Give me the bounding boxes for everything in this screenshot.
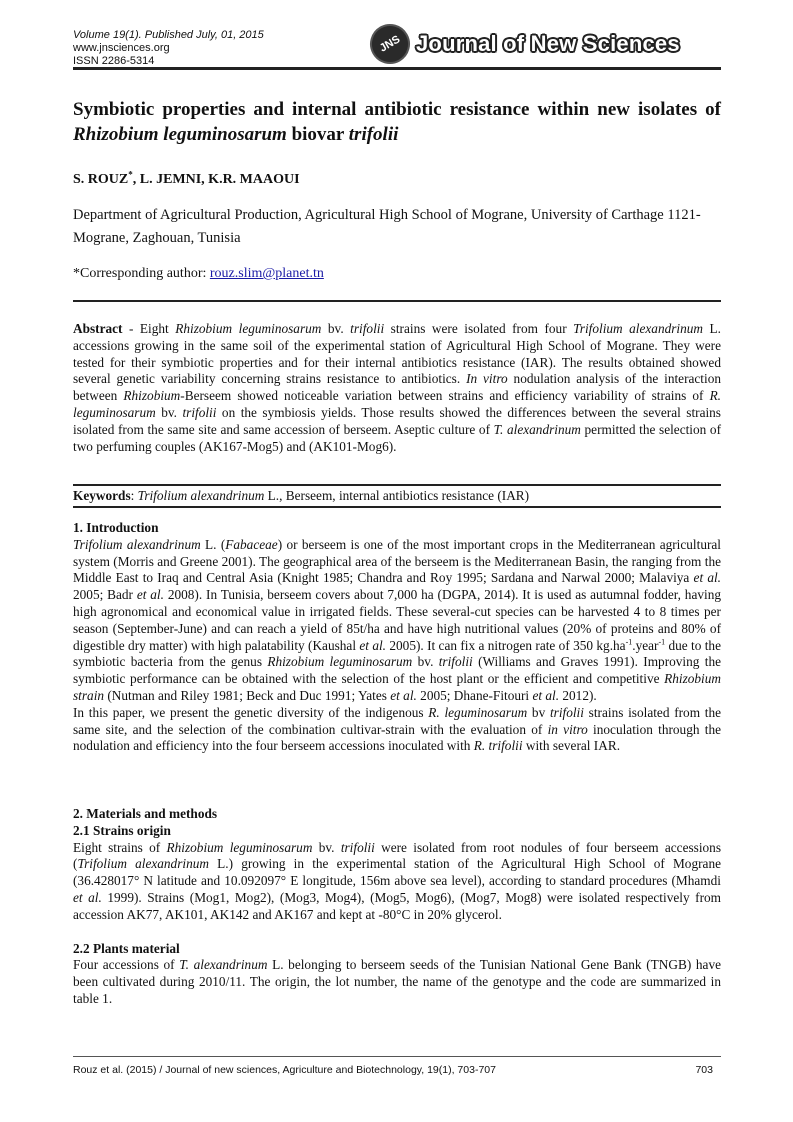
section-heading: 2. Materials and methods	[73, 806, 218, 821]
footer-rule	[73, 1056, 721, 1057]
volume-info: Volume 19(1). Published July, 01, 2015	[73, 29, 264, 41]
paragraph: Eight strains of Rhizobium leguminosarum bv. trifolii were isolated from root nodules of four berseem accessions (Trifolium alexandrinum L.) growing in the experimental station of the Agricultural High School of Mograne (36.428017° N latitude and 10.092097° E longitude, 156m above sea level), according to standard procedures (Mhamdi et al. 1999). Strains (Mog1, Mog2), (Mog3, Mog4), (Mog5, Mog6), (Mog7, Mog8) were isolated respectively from accession AK77, AK101, AK142 and AK167 and kept at -80°C in 20% glycerol.	[73, 839, 721, 922]
keywords-top-rule	[73, 484, 721, 486]
header-rule	[73, 67, 721, 70]
paper-title: Symbiotic properties and internal antibiotic resistance within new isolates of Rhizobium leguminosarum biovar trifolii	[73, 99, 721, 145]
affiliation: Department of Agricultural Production, Agricultural High School of Mograne, University of Carthage 1121- Mograne, Zaghouan, Tunisia	[73, 207, 701, 246]
issn: ISSN 2286-5314	[73, 55, 155, 67]
abstract: Abstract - Eight Rhizobium leguminosarum bv. trifolii strains were isolated from four Trifolium alexandrinum L. accessions growing in the same soil of the experimental station of Agricultural High School of Mograne. They were tested for their symbiotic properties and for their internal antibiotics resistance (IAR). The results obtained showed several genetic variability concerning strains resistance to antibiotics. In vitro nodulation analysis of the interaction between Rhizobium-Berseem showed noticeable variation between strains and efficiency variability of strains of R. leguminosarum bv. trifolii on the symbiosis yields. Those results showed the differences between the several strains isolated from the same site and same accession of berseem. Aseptic culture of T. alexandrinum permitted the selection of two perfuming couples (AK167-Mog5) and (AK101-Mog6).	[73, 321, 722, 454]
header-meta	[73, 29, 264, 68]
journal-seal-icon: JNS	[363, 17, 418, 72]
journal-logo	[370, 22, 700, 66]
subsection-heading: 2.2 Plants material	[73, 940, 180, 956]
website-link[interactable]: www.jnsciences.org	[73, 42, 170, 54]
abstract-top-rule	[73, 300, 721, 302]
paragraph: Trifolium alexandrinum L. (Fabaceae) or berseem is one of the most important crops in the Mediterranean agricultural system (Morris and Greene 2001). The geographical area of the berseem is the Mediterranean Basin, the ranging from the Middle East to Iraq and Central Asia (Knight 1985; Chandra and Roy 1995; Sardana and Narwal 2000; Malaviya et al. 2005; Badr et al. 2008). In Tunisia, berseem covers about 7,000 ha (DGPA, 2014). It is used as autumnal fodder, having high agronomical and economical value in irrigated fields. These several-cut species can be harvested 4 to 8 times per season (September-June) and can reach a yield of 85t/ha and have high nutritional values (20% of proteins and 80% of digestible dry matter) with high palatability (Kaushal et al. 2005). It can fix a nitrogen rate of 350 $kg.ha^{-1}.year^{-1}$ due to the symbiotic bacteria from the genus Rhizobium leguminosarum bv. trifolii (Williams and Graves 1991). Improving the symbiotic performance can be obtained with the selection of the host plant or the efficient and competitive Rhizobium strain (Nutman and Riley 1981; Beck and Duc 1991; Yates et al. 2005; Dhane-Fitouri et al. 2012).	[73, 536, 722, 703]
footer	[73, 1064, 721, 1076]
paragraph: Four accessions of T. alexandrinum L. belonging to berseem seeds of the Tunisian National Gene Bank (TNGB) have been cultivated during 2010/11. The origin, the lot number, the name of the genotype and the code are summarized in table 1.	[73, 957, 721, 1006]
subsection-heading: 2.1 Strains origin	[73, 822, 171, 838]
footer-citation: Rouz et al. (2015) / Journal of new sciences, Agriculture and Biotechnology, 19(1), 703-707	[73, 1064, 496, 1076]
section-methods	[73, 806, 721, 1008]
page-number: 703	[695, 1064, 713, 1076]
journal-name: Journal of New Sciences	[416, 31, 680, 56]
corresponding-author: *Corresponding author: rouz.slim@planet.tn	[73, 266, 324, 281]
author-list: S. ROUZ*, L. JEMNI, K.R. MAAOUI	[73, 169, 300, 187]
keywords-bottom-rule	[73, 506, 721, 508]
keywords: Keywords: Trifolium alexandrinum L., Berseem, internal antibiotics resistance (IAR)	[73, 488, 530, 503]
email-link[interactable]: rouz.slim@planet.tn	[209, 266, 324, 281]
paragraph: In this paper, we present the genetic diversity of the indigenous R. leguminosarum bv trifolii strains isolated from the same site, and the selection of the combination cultivar-strain with the evaluation of in vitro inoculation through the nodulation and efficiency into the four berseem accessions inoculated with R. trifolii with several IAR.	[73, 704, 722, 754]
section-introduction	[73, 520, 721, 755]
section-heading: 1. Introduction	[73, 520, 159, 535]
